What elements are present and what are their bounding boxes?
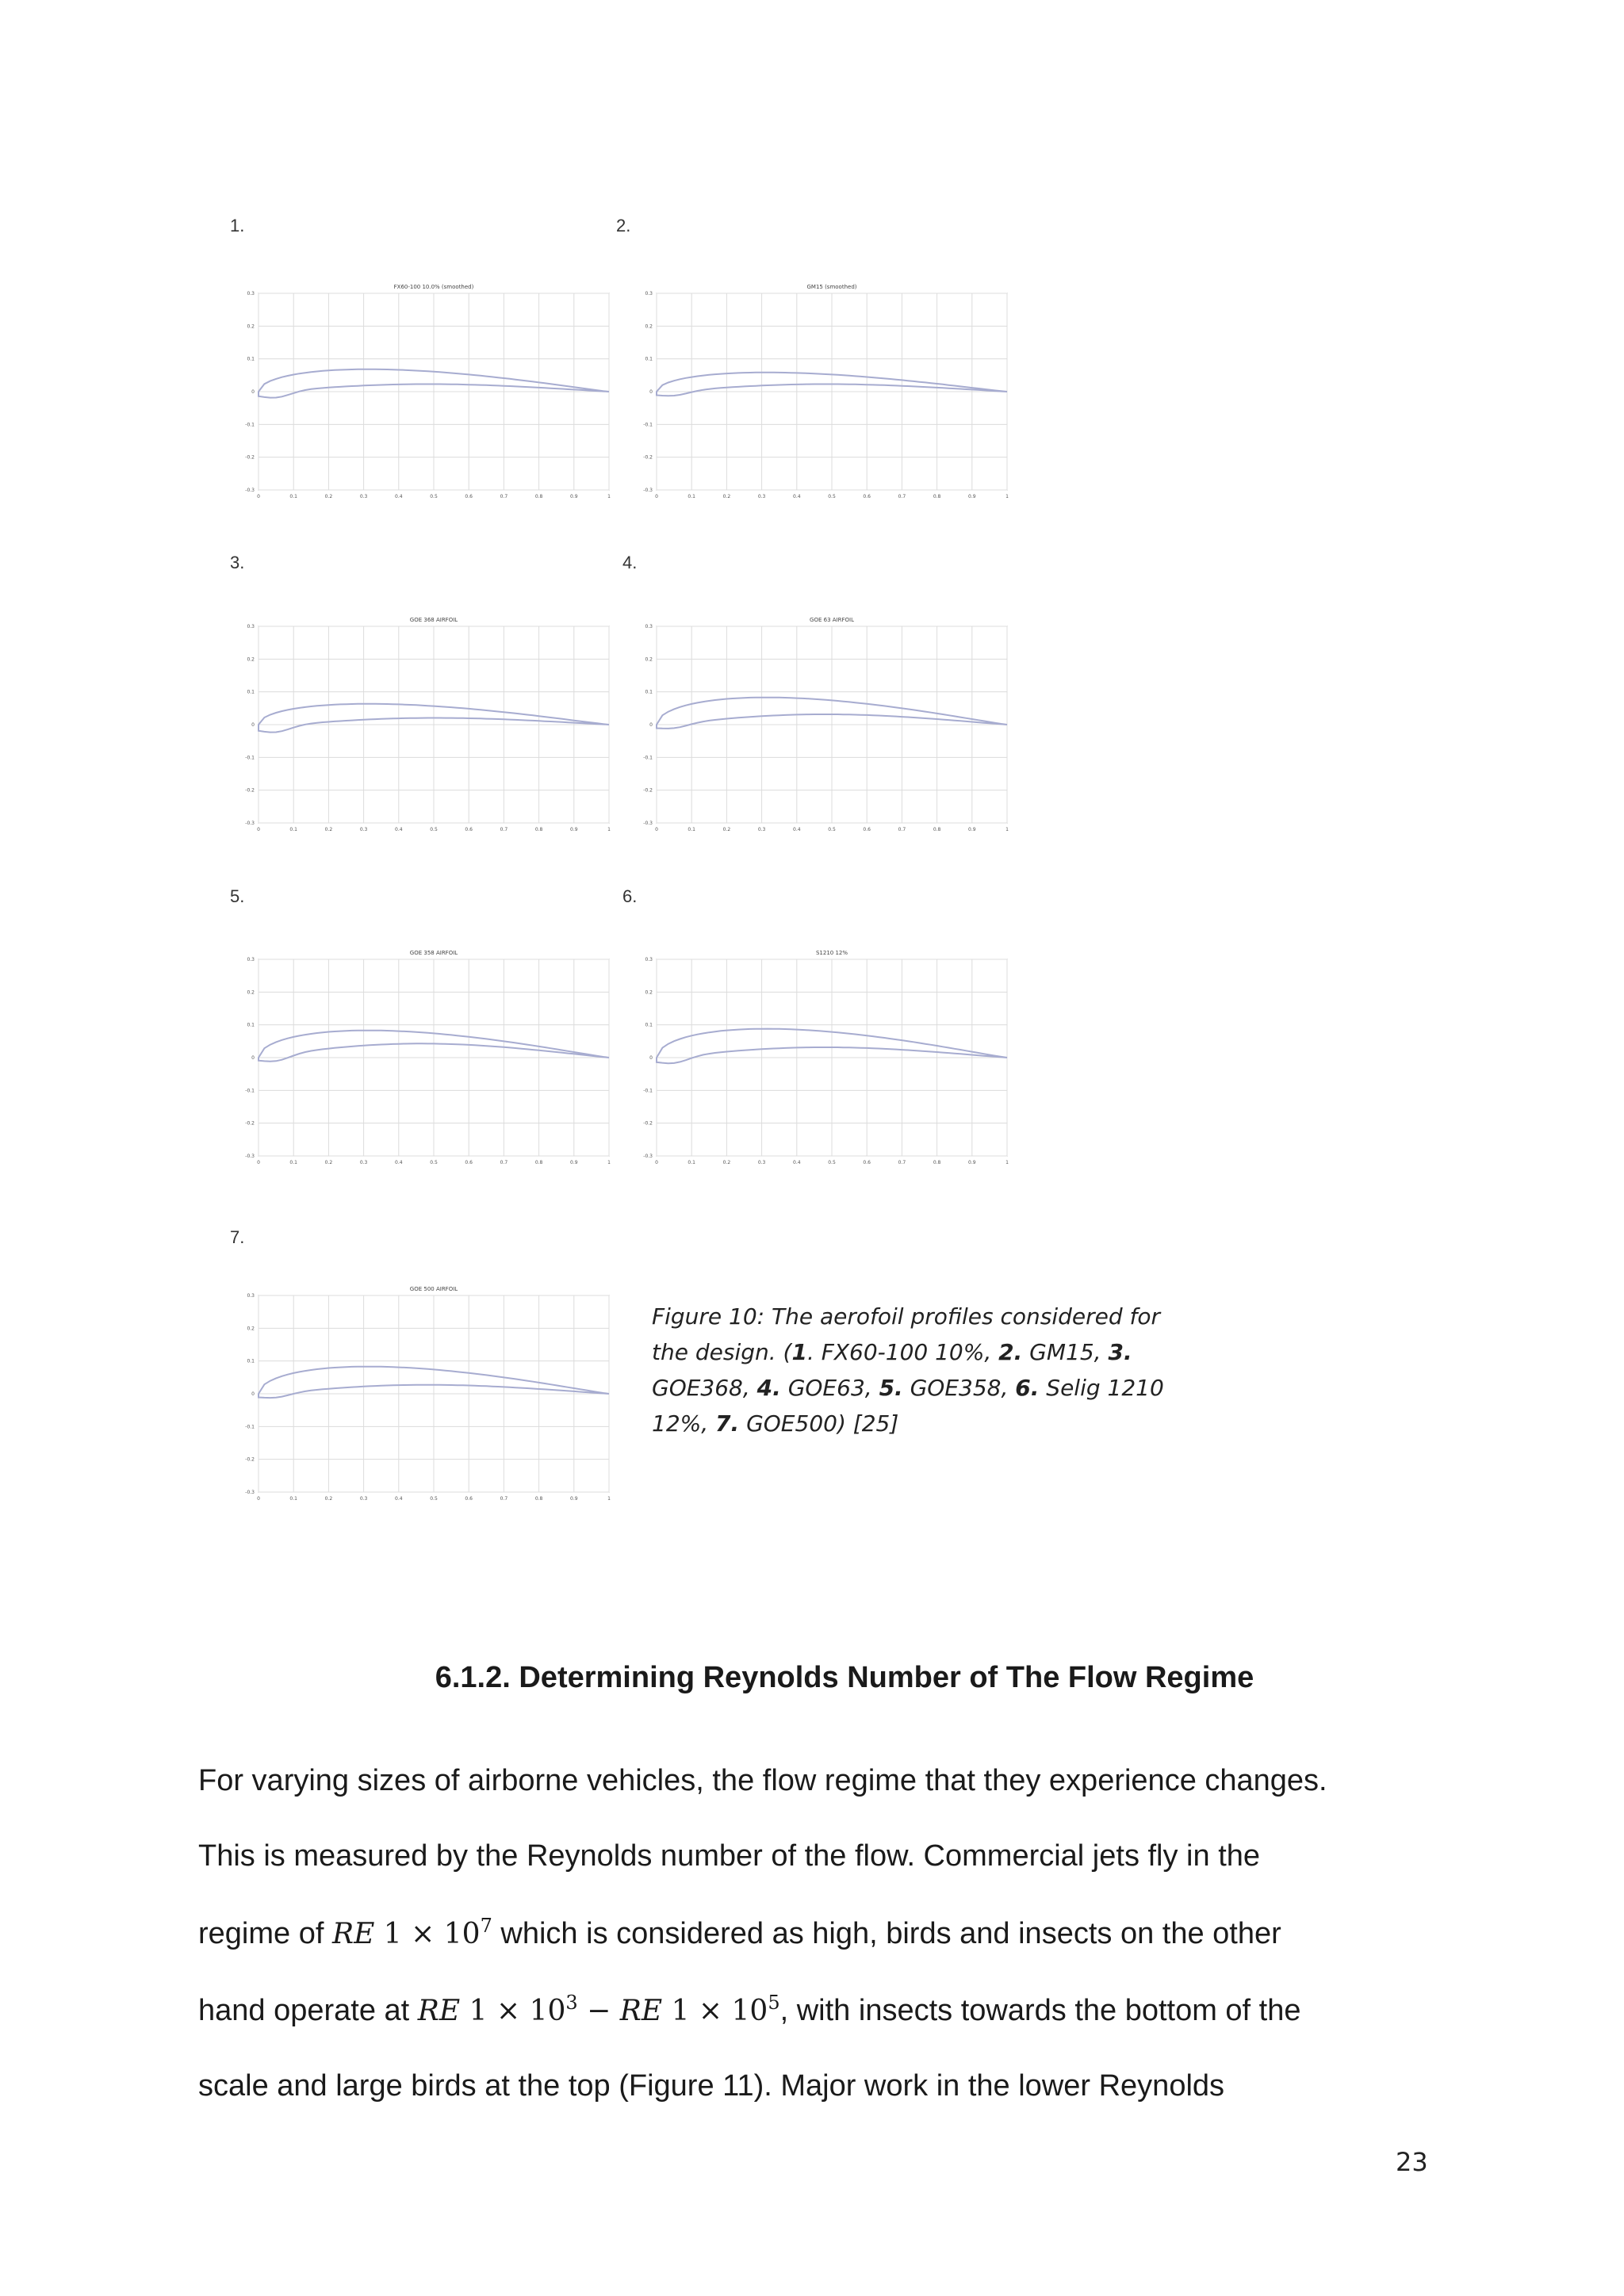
panel-number-6: 6. [622,886,638,906]
x-tick-label: 0.4 [793,494,801,499]
x-tick-label: 0.8 [534,494,543,499]
paragraph-line-2: This is measured by the Reynolds number of the flow. Commercial jets fly in the [198,1839,1261,1873]
y-tick-label: -0.3 [245,821,255,826]
y-tick-label: -0.1 [643,422,653,428]
x-tick-label: 0.9 [968,494,976,499]
page-number: 23 [1396,2147,1428,2177]
panel-number-7: 7. [230,1227,245,1247]
caption-item-7: GOE500) [25] [739,1410,899,1437]
paragraph-line-3 [198,1915,1467,1951]
panel-number-3: 3. [230,553,245,572]
y-tick-label: 0.3 [645,291,653,297]
x-tick-label: 0.1 [688,827,695,832]
math-base: 1 × 10 [662,1995,768,2027]
y-tick-label: 0.2 [247,323,255,330]
caption-item-3: GOE368, [652,1375,757,1401]
line3-text-a: regime of [198,1917,332,1950]
section-heading: 6.1.2. Determining Reynolds Number of The Flow Regime [435,1661,1254,1694]
x-tick-label: 0 [257,1160,260,1165]
x-tick-label: 0 [257,494,260,499]
airfoil-plot-svg [634,942,1031,1180]
x-tick-label: 0.3 [359,827,368,832]
x-tick-label: 0.3 [359,494,368,499]
x-tick-label: 0.6 [465,1160,473,1165]
y-tick-label: -0.1 [245,755,255,761]
math-re-1e7 [331,1915,492,1950]
x-tick-label: 0.1 [688,494,695,499]
y-tick-label: 0.2 [247,1326,255,1332]
caption-item-5: GOE358, [902,1375,1016,1401]
x-tick-label: 0 [655,494,658,499]
plot-title: GOE 368 AIRFOIL [409,617,458,623]
y-tick-label: 0.1 [247,1358,255,1364]
y-tick-label: -0.2 [245,787,255,794]
y-tick-label: -0.2 [643,1120,653,1127]
plot-title: GOE 500 AIRFOIL [409,1286,458,1292]
airfoil-plot-5 [236,942,633,1180]
y-tick-label: -0.3 [245,488,255,493]
y-tick-label: 0.1 [645,356,653,362]
airfoil-plot-7 [236,1278,633,1516]
math-base: 1 × 10 [374,1918,481,1950]
x-tick-label: 0.2 [722,494,731,499]
y-tick-label: 0.2 [247,989,255,996]
y-tick-label: 0.3 [247,291,255,297]
x-tick-label: 0 [257,827,260,832]
x-tick-label: 0 [257,1496,260,1502]
x-tick-label: 0.7 [500,494,508,499]
y-tick-label: 0.2 [645,656,653,663]
math-exponent: 7 [480,1915,492,1937]
y-tick-label: 0 [251,722,255,728]
x-tick-label: 0.1 [289,827,297,832]
x-tick-label: 0.6 [863,494,871,499]
caption-item-6: Selig 1210 12%, [652,1375,1164,1437]
y-tick-label: 0.3 [645,957,653,962]
paragraph-line-1: For varying sizes of airborne vehicles, the flow regime that they experience changes. [198,1764,1327,1797]
x-tick-label: 0.1 [688,1160,695,1165]
y-tick-label: 0.1 [645,1022,653,1028]
y-tick-label: -0.1 [245,1424,255,1430]
caption-number-2: 2. [998,1339,1023,1365]
panel-number-4: 4. [622,553,638,572]
y-tick-label: -0.3 [245,1490,255,1495]
airfoil-plot-svg [634,609,1031,847]
x-tick-label: 1 [607,494,611,499]
y-tick-label: -0.3 [643,488,653,493]
x-tick-label: 0.3 [757,494,766,499]
x-tick-label: 0.4 [395,827,403,832]
x-tick-label: 0.3 [359,1496,368,1502]
x-tick-label: 0.5 [828,494,836,499]
caption-number-3: 3. [1108,1339,1132,1365]
y-tick-label: -0.3 [643,1154,653,1159]
x-tick-label: 0.7 [500,827,508,832]
caption-item-1: . FX60-100 10%, [806,1339,999,1365]
x-tick-label: 0.2 [722,1160,731,1165]
x-tick-label: 0.2 [324,1496,333,1502]
caption-number-4: 4. [756,1375,781,1401]
caption-number-1: 1 [791,1339,807,1365]
x-tick-label: 0.1 [289,1160,297,1165]
airfoil-plot-svg [236,276,633,514]
y-tick-label: 0.3 [247,1293,255,1299]
line3-text-b: which is considered as high, birds and insects on the other [492,1917,1281,1950]
x-tick-label: 1 [607,1160,611,1165]
y-tick-label: -0.2 [643,787,653,794]
math-re-symbol: RE [619,1995,663,2027]
x-tick-label: 0.9 [968,827,976,832]
math-minus: − [577,1995,620,2027]
x-tick-label: 0.9 [570,827,578,832]
paragraph-line-5: scale and large birds at the top (Figure 11). Major work in the lower Reynolds [198,2069,1225,2103]
math-exponent: 3 [565,1992,578,2014]
x-tick-label: 0.5 [430,1496,438,1502]
x-tick-label: 0.5 [828,1160,836,1165]
caption-prefix: Figure 10: The aerofoil profiles considered for the design. ( [652,1303,1161,1365]
x-tick-label: 0.7 [898,494,906,499]
x-tick-label: 0.1 [289,494,297,499]
panel-number-1: 1. [230,216,245,235]
paragraph-line-4 [198,1992,1467,2028]
figure-caption [652,1299,1167,1441]
math-re-range [417,1992,780,2027]
x-tick-label: 0.8 [933,1160,941,1165]
airfoil-plot-svg [236,1278,633,1516]
plot-title: GOE 358 AIRFOIL [409,950,458,956]
x-tick-label: 0.7 [898,1160,906,1165]
x-tick-label: 1 [1005,494,1009,499]
x-tick-label: 0.5 [430,494,438,499]
x-tick-label: 0.8 [534,1496,543,1502]
math-exponent: 5 [768,1992,780,2014]
x-tick-label: 1 [1005,1160,1009,1165]
plot-title: GOE 63 AIRFOIL [810,617,854,623]
x-tick-label: 0.9 [570,494,578,499]
x-tick-label: 0.2 [722,827,731,832]
x-tick-label: 0.4 [395,1496,403,1502]
x-tick-label: 0.8 [933,494,941,499]
caption-number-5: 5. [879,1375,903,1401]
line4-text-a: hand operate at [198,1994,418,2027]
x-tick-label: 1 [1005,827,1009,832]
plot-title: GM15 (smoothed) [806,284,857,290]
math-base: 1 × 10 [460,1995,566,2027]
airfoil-plot-2 [634,276,1031,514]
x-tick-label: 0.8 [534,1160,543,1165]
y-tick-label: 0.1 [247,689,255,695]
airfoil-plot-svg [236,609,633,847]
airfoil-plot-4 [634,609,1031,847]
y-tick-label: 0.2 [645,989,653,996]
x-tick-label: 0.2 [324,827,333,832]
y-tick-label: -0.2 [245,454,255,461]
x-tick-label: 0 [655,1160,658,1165]
plot-title: FX60-100 10.0% (smoothed) [393,284,474,290]
x-tick-label: 0.9 [570,1160,578,1165]
y-tick-label: -0.1 [643,755,653,761]
y-tick-label: 0.1 [247,356,255,362]
x-tick-label: 0.3 [757,1160,766,1165]
math-re-symbol: RE [417,1995,461,2027]
y-tick-label: -0.2 [643,454,653,461]
y-tick-label: 0 [649,722,653,728]
plot-title: S1210 12% [815,950,848,956]
y-tick-label: -0.2 [245,1456,255,1463]
x-tick-label: 0.3 [757,827,766,832]
x-tick-label: 0.6 [465,494,473,499]
airfoil-plot-3 [236,609,633,847]
x-tick-label: 0.4 [395,494,403,499]
x-tick-label: 0 [655,827,658,832]
caption-number-7: 7. [715,1410,740,1437]
y-tick-label: -0.1 [245,1088,255,1094]
caption-item-2: GM15, [1022,1339,1109,1365]
y-tick-label: 0 [649,1055,653,1061]
airfoil-plot-svg [236,942,633,1180]
y-tick-label: -0.1 [245,422,255,428]
x-tick-label: 0.9 [968,1160,976,1165]
y-tick-label: -0.3 [245,1154,255,1159]
y-tick-label: 0 [251,1391,255,1397]
y-tick-label: 0.3 [645,624,653,629]
x-tick-label: 0.7 [500,1496,508,1502]
x-tick-label: 1 [607,1496,611,1502]
y-tick-label: 0.3 [247,624,255,629]
caption-item-4: GOE63, [780,1375,879,1401]
x-tick-label: 0.8 [534,827,543,832]
x-tick-label: 0.5 [430,827,438,832]
x-tick-label: 0.6 [863,1160,871,1165]
y-tick-label: 0.2 [645,323,653,330]
y-tick-label: 0.2 [247,656,255,663]
math-re-symbol: RE [331,1918,375,1950]
y-tick-label: 0.1 [645,689,653,695]
x-tick-label: 0.4 [395,1160,403,1165]
x-tick-label: 0.4 [793,827,801,832]
x-tick-label: 0.8 [933,827,941,832]
airfoil-plot-6 [634,942,1031,1180]
x-tick-label: 0.4 [793,1160,801,1165]
panel-number-5: 5. [230,886,245,906]
x-tick-label: 0.5 [828,827,836,832]
caption-number-6: 6. [1015,1375,1040,1401]
y-tick-label: -0.2 [245,1120,255,1127]
x-tick-label: 0.6 [465,1496,473,1502]
x-tick-label: 0.9 [570,1496,578,1502]
x-tick-label: 1 [607,827,611,832]
x-tick-label: 0.3 [359,1160,368,1165]
x-tick-label: 0.5 [430,1160,438,1165]
x-tick-label: 0.2 [324,1160,333,1165]
x-tick-label: 0.7 [898,827,906,832]
airfoil-plot-svg [634,276,1031,514]
x-tick-label: 0.7 [500,1160,508,1165]
panel-number-2: 2. [616,216,631,235]
y-tick-label: 0 [251,389,255,395]
y-tick-label: 0.1 [247,1022,255,1028]
x-tick-label: 0.6 [863,827,871,832]
line4-text-b: , with insects towards the bottom of the [779,1994,1301,2027]
y-tick-label: 0.3 [247,957,255,962]
y-tick-label: -0.1 [643,1088,653,1094]
airfoil-plot-1 [236,276,633,514]
y-tick-label: 0 [649,389,653,395]
y-tick-label: 0 [251,1055,255,1061]
y-tick-label: -0.3 [643,821,653,826]
x-tick-label: 0.6 [465,827,473,832]
x-tick-label: 0.2 [324,494,333,499]
x-tick-label: 0.1 [289,1496,297,1502]
